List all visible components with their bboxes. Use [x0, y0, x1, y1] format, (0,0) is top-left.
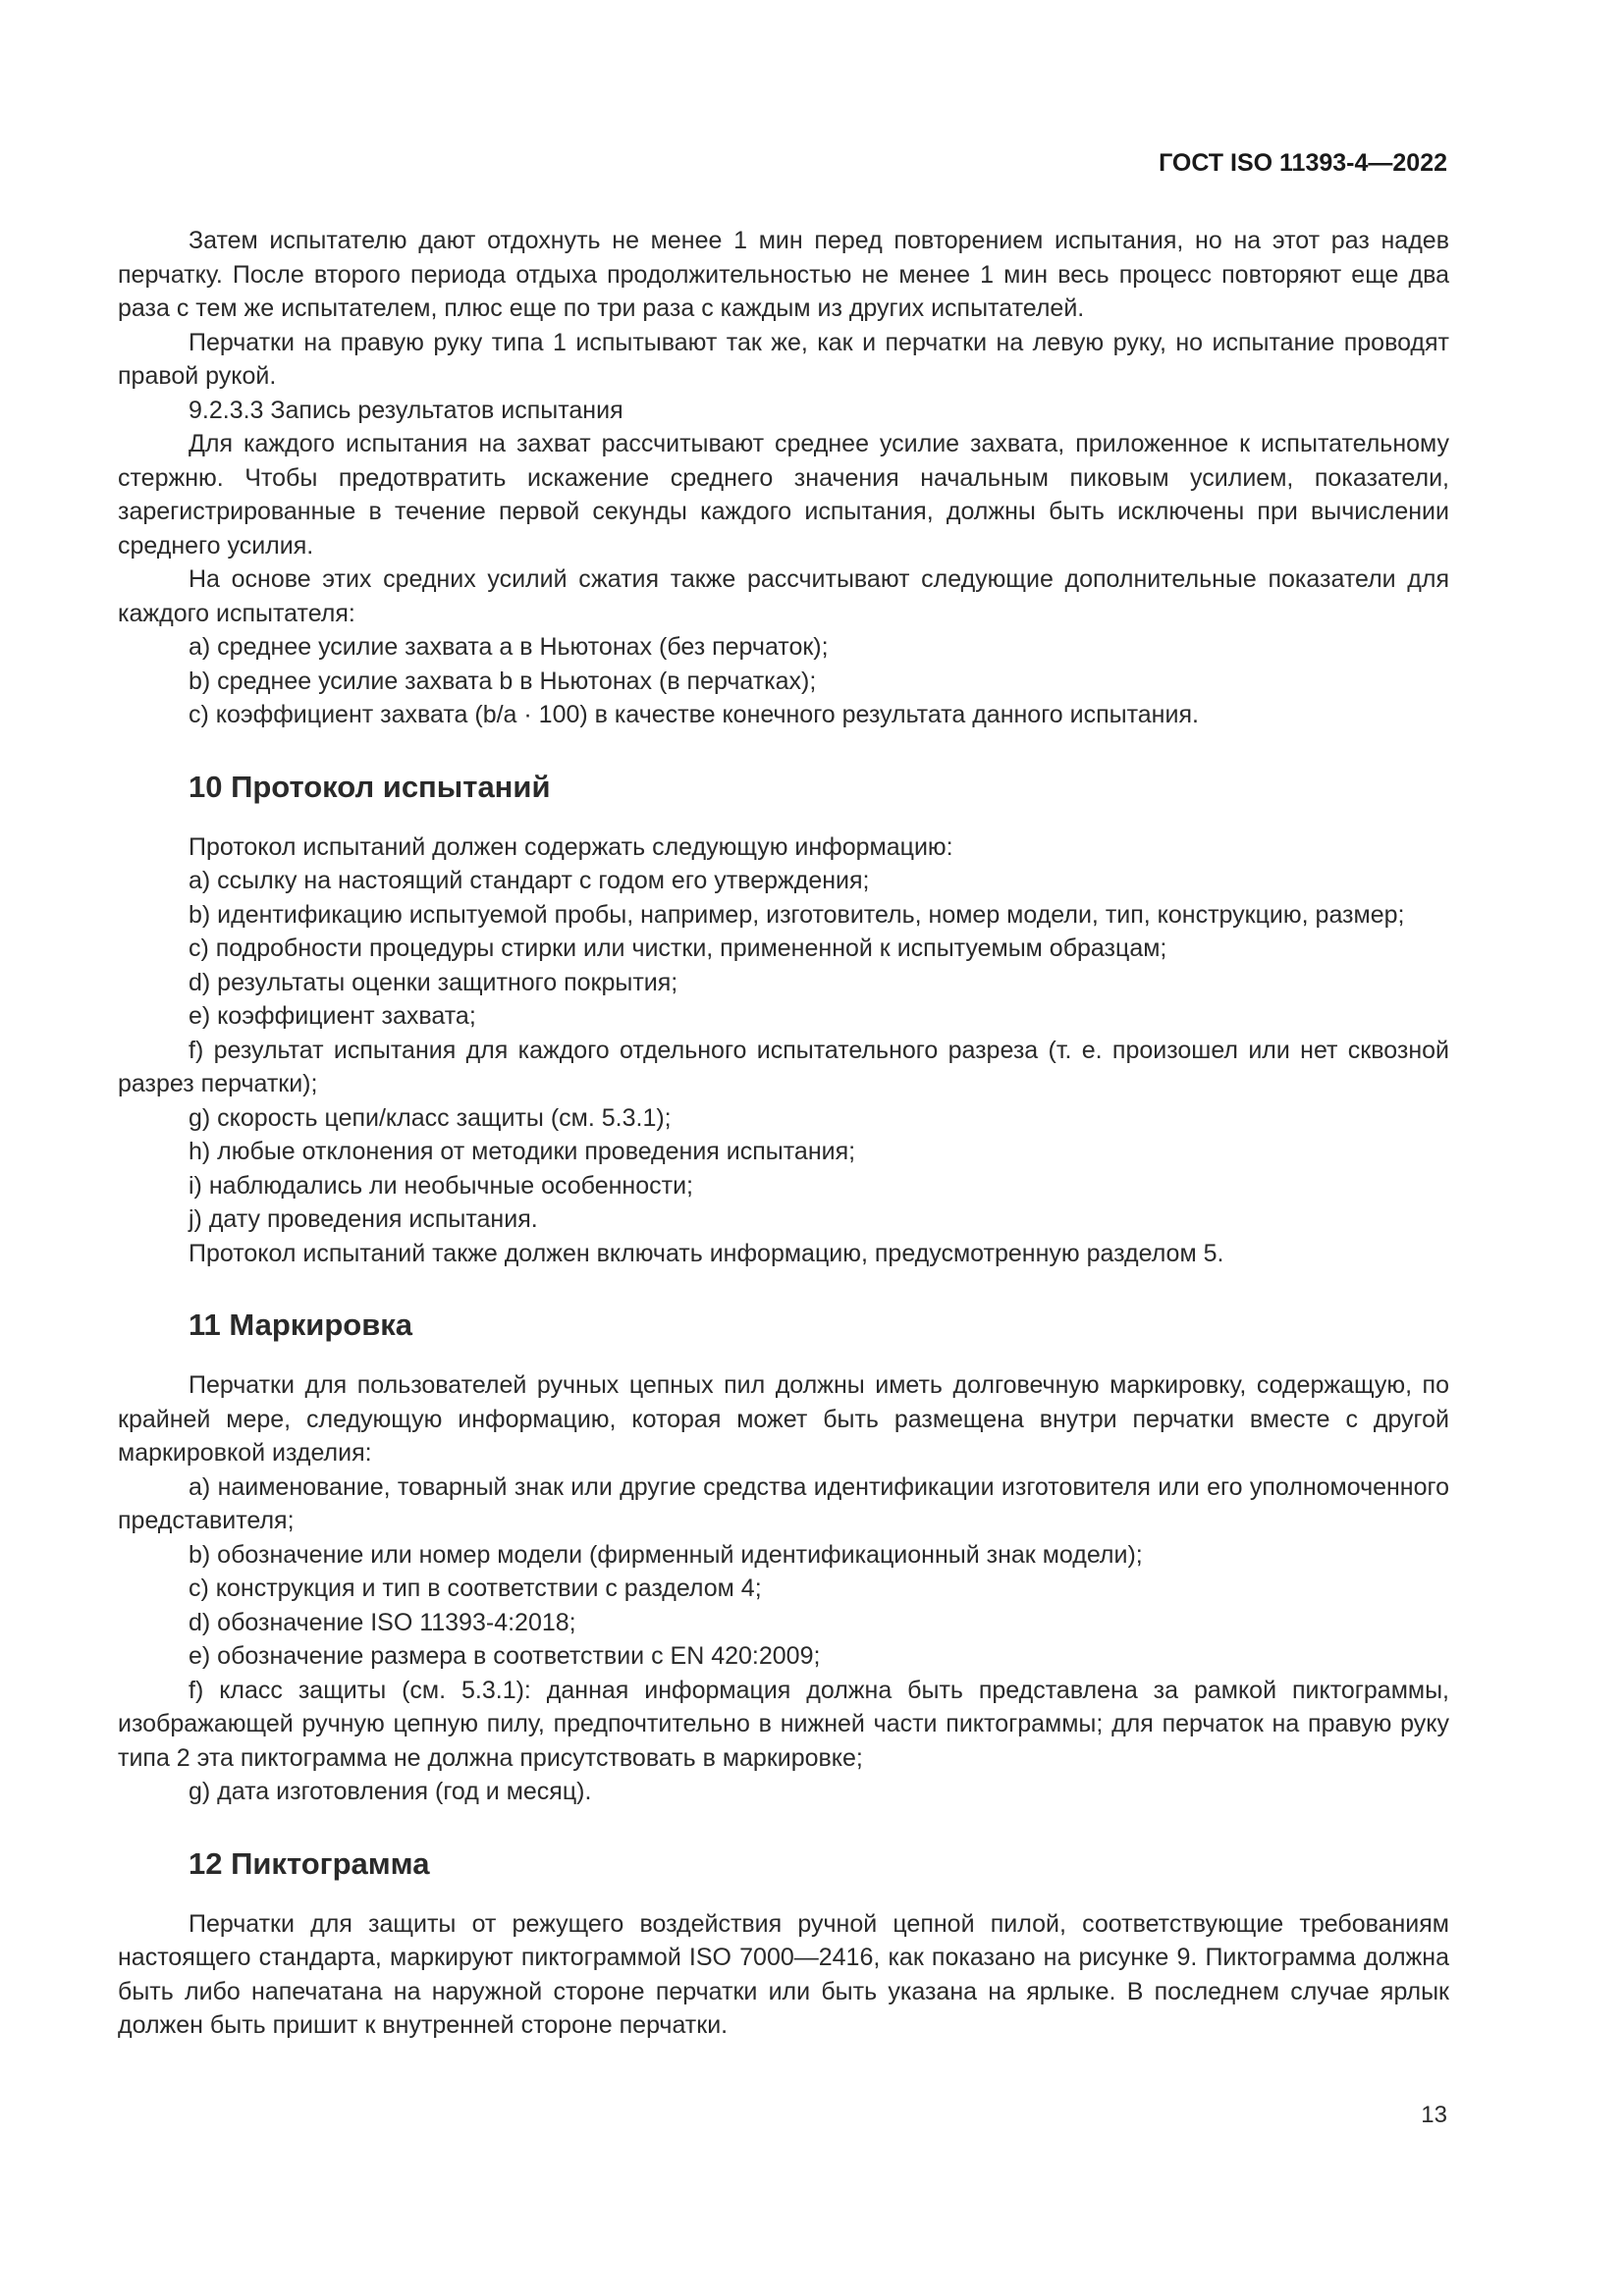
list-item: d) обозначение ISO 11393-4:2018; — [189, 1608, 576, 1636]
subclause-heading: 9.2.3.3 Запись результатов испытания — [189, 396, 623, 424]
list-item: a) ссылку на настоящий стандарт с годом его утверждения; — [189, 867, 870, 894]
list-item: c) конструкция и тип в соответствии с разделом 4; — [189, 1575, 762, 1602]
list-item: b) идентификацию испытуемой пробы, например, изготовитель, номер модели, тип, конструкцию, размер; — [189, 900, 1405, 929]
section-10-intro: Протокол испытаний должен содержать следующую информацию: — [189, 832, 953, 861]
page-number: 13 — [1421, 2102, 1447, 2128]
list-item: d) результаты оценки защитного покрытия; — [189, 968, 678, 996]
list-item: f) класс защиты (см. 5.3.1): данная информация должна быть представлена за рамкой пиктограммы, изображающей ручную цепную пилу, предпочтительно в нижней части пиктограммы; для перчаток на правую руку типа 2 эта пиктограмма не должна присутствовать в маркировке; — [118, 1676, 1449, 1772]
list-item-c: c) коэффициент захвата (b/a · 100) в качестве конечного результата данного испытания. — [189, 701, 1199, 728]
paragraph-grip-force-calc: Для каждого испытания на захват рассчитывают среднее усилие захвата, приложенное к испытательному стержню. Чтобы предотвратить искажение среднего значения начальным пиковым усилием, показатели, зарегистрированные в течение первой секунды каждого испытания, должны быть исключены при вычислении среднего усилия. — [118, 430, 1449, 560]
list-item: c) подробности процедуры стирки или чистки, примененной к испытуемым образцам; — [189, 934, 1167, 962]
section-12-text: Перчатки для защиты от режущего воздействия ручной цепной пилой, соответствующие требованиям настоящего стандарта, маркируют пиктограммой ISO 7000—2416, как показано на рисунке 9. Пиктограмма должна быть либо напечатана на наружной стороне перчатки или быть указана на ярлыке. В последнем случае ярлык должен быть пришит к внутренней стороне перчатки. — [118, 1909, 1449, 2039]
list-item: g) дата изготовления (год и месяц). — [189, 1778, 592, 1805]
list-item: b) обозначение или номер модели (фирменный идентификационный знак модели); — [189, 1540, 1143, 1569]
section-title-10: 10 Протокол испытаний — [189, 769, 551, 804]
document-code-header: ГОСТ ISO 11393-4—2022 — [1159, 149, 1447, 177]
section-title-11: 11 Маркировка — [189, 1308, 413, 1342]
list-item: j) дату проведения испытания. — [189, 1205, 538, 1233]
list-item: a) наименование, товарный знак или другие средства идентификации изготовителя или его уполномоченного представителя; — [118, 1472, 1449, 1534]
list-item-b: b) среднее усилие захвата b в Ньютонах (в перчатках); — [189, 667, 817, 695]
list-item: f) результат испытания для каждого отдельного испытательного разреза (т. е. произошел или нет сквозной разрез перчатки); — [118, 1036, 1449, 1097]
page-content — [118, 224, 1449, 2043]
list-item: i) наблюдались ли необычные особенности; — [189, 1171, 693, 1200]
list-item-a: a) среднее усилие захвата a в Ньютонах (без перчаток); — [189, 633, 829, 661]
section-11-intro: Перчатки для пользователей ручных цепных пил должны иметь долговечную маркировку, содержащую, по крайней мере, следующую информацию, которая может быть размещена внутри перчатки вместе с другой маркировкой изделия: — [118, 1371, 1449, 1467]
list-item: g) скорость цепи/класс защиты (см. 5.3.1); — [189, 1103, 672, 1132]
paragraph-right-hand-gloves: Перчатки на правую руку типа 1 испытывают так же, как и перчатки на левую руку, но испытание проводят правой рукой. — [118, 328, 1449, 390]
paragraph-additional-indicators: На основе этих средних усилий сжатия также рассчитывают следующие дополнительные показатели для каждого испытателя: — [118, 565, 1449, 627]
list-item: e) обозначение размера в соответствии с EN 420:2009; — [189, 1642, 821, 1670]
section-10-closing: Протокол испытаний также должен включать информацию, предусмотренную разделом 5. — [189, 1239, 1224, 1267]
paragraph-rest-retest: Затем испытателю дают отдохнуть не менее 1 мин перед повторением испытания, но на этот раз надев перчатку. После второго периода отдыха продолжительностью не менее 1 мин весь процесс повторяют еще два раза с тем же испытателем, плюс еще по три раза с каждым из других испытателей. — [118, 227, 1449, 322]
section-title-12: 12 Пиктограмма — [189, 1845, 430, 1881]
list-item: e) коэффициент захвата; — [189, 1002, 476, 1030]
list-item: h) любые отклонения от методики проведения испытания; — [189, 1138, 856, 1165]
